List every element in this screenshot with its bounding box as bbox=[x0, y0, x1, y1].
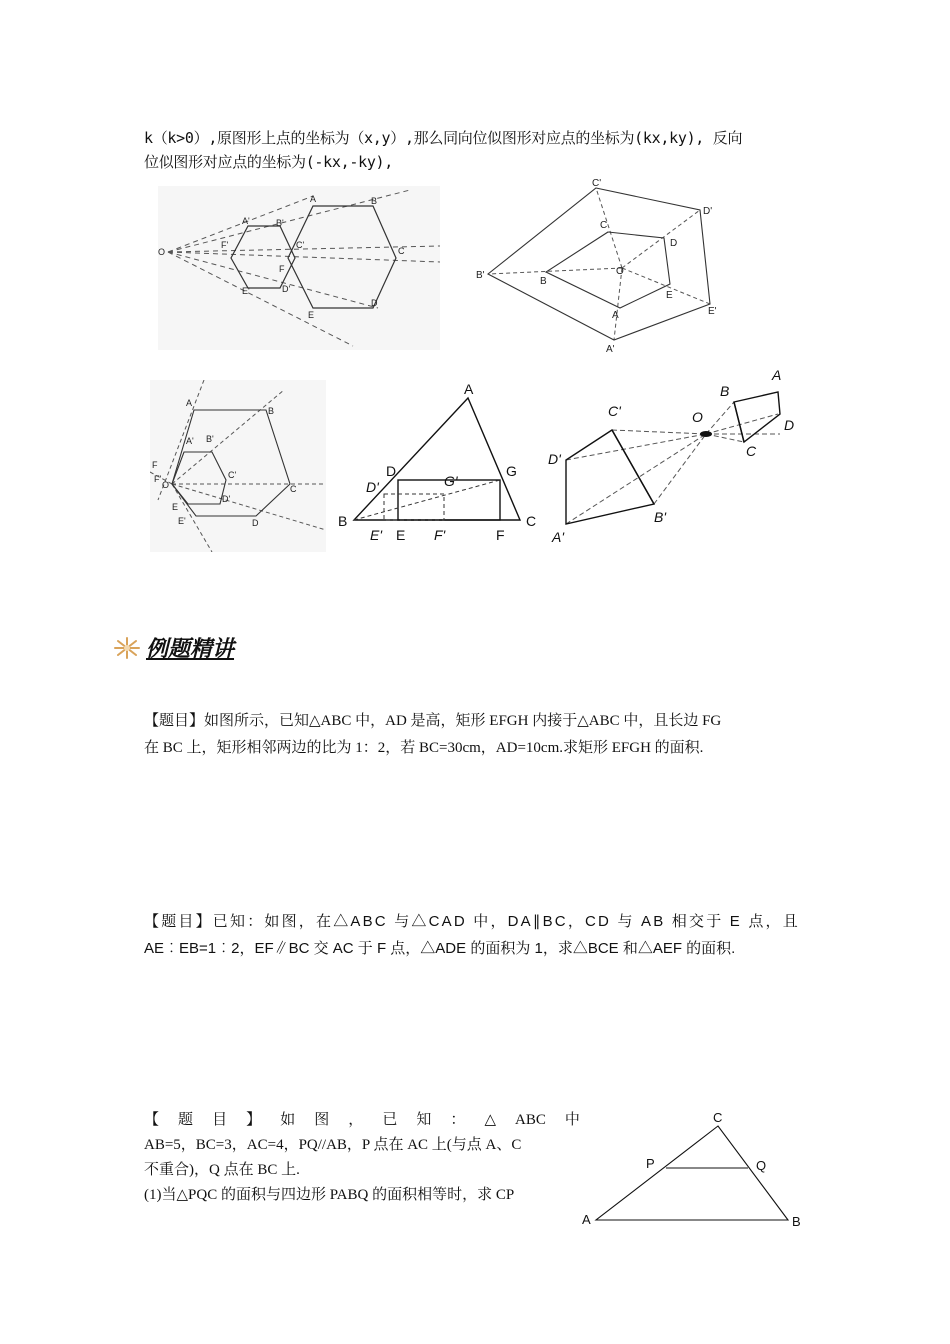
figure-pentagon-homothety bbox=[474, 176, 734, 356]
figure-triangle-inscribed-rectangle bbox=[334, 380, 546, 550]
fig2-label: C' bbox=[592, 178, 602, 189]
fig1-label: D' bbox=[282, 284, 291, 294]
fig2-label: O bbox=[616, 266, 624, 277]
problem-1 bbox=[144, 708, 804, 762]
fig4-label: A bbox=[464, 381, 474, 397]
fig3-label: C' bbox=[228, 470, 237, 480]
figure-triangle-pq-parallel bbox=[578, 1108, 808, 1234]
fig5-label: A bbox=[772, 367, 782, 383]
fig6-label: Q bbox=[756, 1158, 767, 1173]
problem-3-line-4: (1)当△PQC 的面积与四边形 PABQ 的面积相等时，求 CP bbox=[144, 1187, 515, 1203]
p3-token: 题 bbox=[178, 1112, 194, 1128]
fig5-label: O bbox=[692, 409, 703, 425]
fig3-label: F' bbox=[154, 474, 162, 484]
fig3-label: A' bbox=[186, 436, 194, 446]
fig4-label: E bbox=[396, 527, 406, 543]
fig5-label: B' bbox=[654, 509, 667, 525]
intro-line-1: k（k>0）,原图形上点的坐标为（x,y）,那么同向位似图形对应点的坐标为(kx,ky), 反向 bbox=[144, 129, 743, 147]
problem-3 bbox=[144, 1108, 580, 1208]
figure-quadrilateral-reverse-homothety bbox=[544, 364, 808, 550]
fig2-label: B bbox=[540, 276, 547, 287]
fig3-label: C bbox=[290, 484, 297, 494]
fig2-label: D' bbox=[703, 206, 713, 217]
fig3-label: E' bbox=[178, 516, 186, 526]
fig2-label: A' bbox=[606, 344, 615, 355]
fig3-label: E bbox=[172, 502, 179, 512]
fig4-label: E' bbox=[370, 527, 383, 543]
p3-token: ： bbox=[450, 1112, 466, 1128]
p3-token: ABC bbox=[515, 1112, 546, 1128]
fig2-label: A bbox=[612, 310, 619, 321]
fig2-label: E bbox=[666, 290, 673, 301]
fig4-label: F' bbox=[434, 527, 446, 543]
figure-hexagon-center-homothety bbox=[150, 380, 326, 552]
p3-token: 如 bbox=[280, 1112, 296, 1128]
problem-2 bbox=[144, 908, 804, 962]
fig2-label: C bbox=[600, 220, 608, 231]
fig3-label: F bbox=[152, 460, 158, 470]
p3-token: ， bbox=[348, 1112, 364, 1128]
fig4-label: B bbox=[338, 513, 348, 529]
fig4-label: D' bbox=[366, 479, 379, 495]
section-title-text: 例题精讲 bbox=[146, 637, 235, 662]
p3-token: 【 bbox=[144, 1112, 160, 1128]
problem-3-line-1 bbox=[144, 1108, 580, 1133]
fig3-label: O bbox=[162, 480, 170, 490]
problem-3-line-2: AB=5，BC=3，AC=4，PQ//AB，P 点在 AC 上(与点 A、C bbox=[144, 1137, 522, 1153]
fig5-label: B bbox=[720, 383, 730, 399]
fig3-label: A bbox=[186, 398, 193, 408]
fig6-label: P bbox=[646, 1156, 655, 1171]
fig5-label: D bbox=[784, 417, 795, 433]
fig6-label: C bbox=[713, 1110, 723, 1125]
fig6-label: B bbox=[792, 1214, 801, 1229]
problem-1-line-1: 【题目】如图所示，已知△ABC 中，AD 是高，矩形 EFGH 内接于△ABC 中，且长边 FG bbox=[144, 713, 722, 729]
fig1-label: O bbox=[158, 247, 166, 257]
fig1-label: E bbox=[308, 310, 315, 320]
fig5-label: D' bbox=[548, 451, 561, 467]
p3-token: 已 bbox=[382, 1112, 398, 1128]
fig4-label: G' bbox=[444, 473, 458, 489]
fig1-label: B bbox=[371, 196, 378, 206]
fig2-label: B' bbox=[476, 270, 485, 281]
p3-token: 】 bbox=[246, 1112, 262, 1128]
sparkle-icon bbox=[112, 636, 142, 660]
intro-paragraph bbox=[144, 126, 804, 174]
problem-2-line-2: AE︰EB=1︰2，EF∥BC 交 AC 于 F 点，△ADE 的面积为 1，求△BCE 和△AEF 的面积. bbox=[144, 940, 736, 957]
fig3-label: B' bbox=[206, 434, 214, 444]
p3-token: 知 bbox=[416, 1112, 432, 1128]
fig1-label: A' bbox=[242, 216, 250, 226]
fig4-label: D bbox=[386, 463, 397, 479]
fig1-label: E' bbox=[242, 286, 250, 296]
fig3-label: B bbox=[268, 406, 275, 416]
figure-hexagon-homothety bbox=[158, 186, 440, 350]
fig1-label: A bbox=[310, 194, 317, 204]
fig2-label: E' bbox=[708, 306, 717, 317]
fig3-label: D bbox=[252, 518, 259, 528]
fig6-label: A bbox=[582, 1212, 591, 1227]
fig1-label: C' bbox=[296, 240, 305, 250]
fig1-label: F bbox=[279, 264, 285, 274]
fig4-label: C bbox=[526, 513, 537, 529]
fig1-label: F' bbox=[221, 240, 229, 250]
p3-token: 中 bbox=[564, 1112, 580, 1128]
fig1-label: D bbox=[371, 298, 378, 308]
fig4-label: F bbox=[496, 527, 505, 543]
intro-line-2: 位似图形对应点的坐标为(-kx,-ky), bbox=[144, 153, 394, 171]
p3-token: 目 bbox=[212, 1112, 228, 1128]
problem-2-line-1: 【题目】已知：如图，在△ABC 与△CAD 中，DA∥BC，CD 与 AB 相交于 E 点，且 bbox=[144, 913, 800, 930]
fig3-label: D' bbox=[222, 494, 231, 504]
fig4-label: G bbox=[506, 463, 517, 479]
fig5-label: C bbox=[746, 443, 757, 459]
fig1-label: C bbox=[398, 246, 405, 256]
p3-token: 图 bbox=[314, 1112, 330, 1128]
fig5-label: A' bbox=[552, 529, 565, 545]
problem-1-line-2: 在 BC 上，矩形相邻两边的比为 1：2，若 BC=30cm，AD=10cm.求矩形 EFGH 的面积. bbox=[144, 740, 704, 756]
section-title bbox=[112, 632, 234, 663]
fig1-label: B' bbox=[276, 218, 284, 228]
fig2-label: D bbox=[670, 238, 678, 249]
fig5-label: C' bbox=[608, 403, 621, 419]
p3-token: △ bbox=[484, 1112, 497, 1128]
problem-3-line-3: 不重合)，Q 点在 BC 上. bbox=[144, 1162, 300, 1178]
